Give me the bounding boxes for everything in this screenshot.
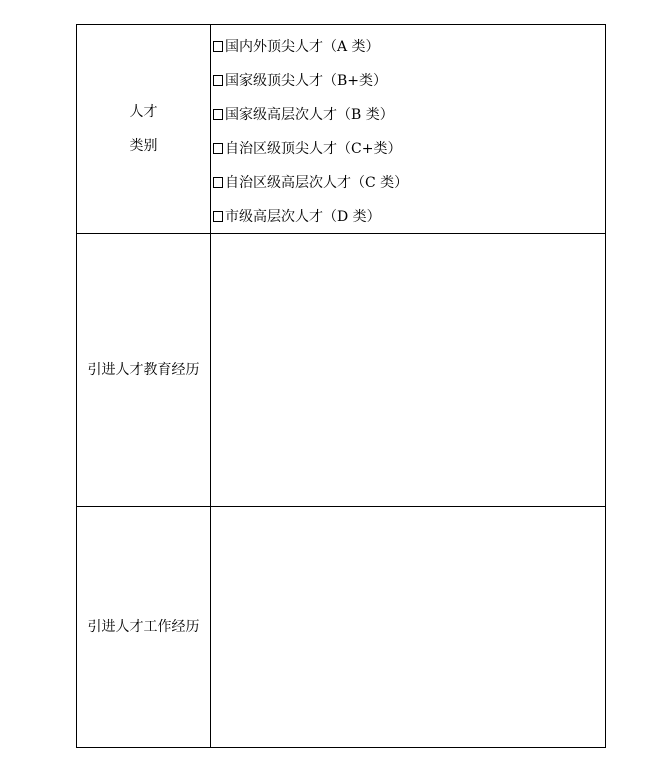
talent-form-table [76, 24, 606, 748]
option-d-label: 市级高层次人才（D 类） [225, 209, 381, 225]
option-a-label: 国内外顶尖人才（A 类） [225, 39, 380, 55]
education-row [77, 234, 606, 507]
talent-category-row [77, 25, 606, 234]
talent-category-options-cell [211, 25, 606, 234]
option-c-plus[interactable] [213, 131, 605, 165]
option-b-plus-label: 国家级顶尖人才（B+类） [225, 73, 388, 89]
talent-category-label-line2: 类别 [129, 138, 158, 154]
work-label: 引进人才工作经历 [77, 507, 211, 748]
checkbox-icon[interactable] [213, 75, 223, 86]
checkbox-icon[interactable] [213, 41, 223, 52]
option-b-plus[interactable] [213, 63, 605, 97]
option-c[interactable] [213, 165, 605, 199]
checkbox-icon[interactable] [213, 211, 223, 222]
option-b-label: 国家级高层次人才（B 类） [225, 107, 394, 123]
education-content-field[interactable] [211, 234, 606, 507]
checkbox-icon[interactable] [213, 143, 223, 154]
checkbox-icon[interactable] [213, 177, 223, 188]
option-c-label: 自治区级高层次人才（C 类） [225, 175, 409, 191]
option-a[interactable] [213, 29, 605, 63]
option-c-plus-label: 自治区级顶尖人才（C+类） [225, 141, 402, 157]
education-label: 引进人才教育经历 [77, 234, 211, 507]
option-b[interactable] [213, 97, 605, 131]
talent-category-label-line1: 人才 [129, 104, 158, 120]
work-row [77, 507, 606, 748]
talent-category-options [211, 25, 605, 233]
work-content-field[interactable] [211, 507, 606, 748]
talent-category-label [77, 25, 211, 234]
option-d[interactable] [213, 199, 605, 233]
checkbox-icon[interactable] [213, 109, 223, 120]
